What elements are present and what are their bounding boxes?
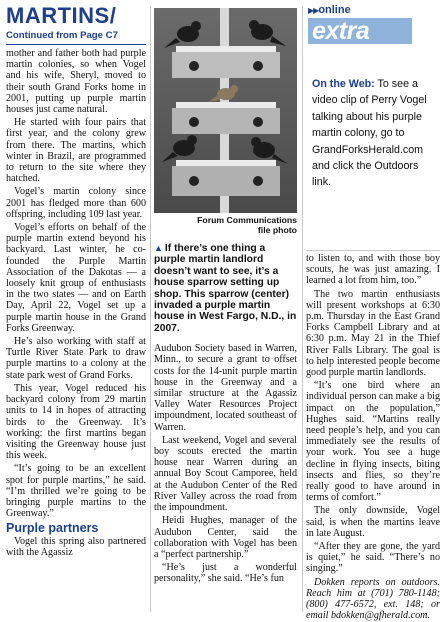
martin-house-photo [154,8,297,213]
paragraph: Last weekend, Vogel and several boy scouts erected the martin house near Warren during an annual Boy Scout Camporee, held at the Audubon Center of the Red River Valley across the road from the impoundment. [154,434,297,514]
paragraph: Vogel’s efforts on behalf of the purple martin extend beyond his backyard. Last winter, he co-founded the Purple Martin Association of the Dakotas — a loosely knit group of enthusiasts in the two states — and on Earth Day, April 22, Vogel set up a purple martin house in the Grand Forks Greenway. [6,222,146,334]
paragraph: “After they are gone, the yard is quiet,” he said. “There’s no singing.” [306,541,440,575]
paragraph: The two martin enthusiasts will present workshops at 6:30 p.m. Thursday in the East Grand Forks Campbell Library and at 6:30 p.m. May 21 in the Thief River Falls Library. The goal is to help interested people become good purple martin landlords. [306,288,440,379]
extra-banner [308,18,412,44]
web-note-text: To see a video clip of Perry Vogel talking about his purple martin colony, go to GrandForksHerald.com and click the Outdoors link. [312,78,427,189]
article-body-middle [154,343,297,584]
photo-cutline [154,243,297,334]
paragraph: “It’s going to be an excellent spot for purple martins,” he said. “I’m thrilled we’re going to be bringing purple martins to the Greenway.” [6,463,146,520]
author-tagline: Dokken reports on outdoors. Reach him at (701) 780-1148; (800) 477-6572, ext. 148; or email bdokken@gfherald.com. [306,576,440,622]
online-label-text: online [318,4,351,16]
photo-credit-line: Forum Communications [197,215,297,225]
column-rule [150,6,151,612]
left-column [6,4,146,560]
triangle-icon: ▲ [154,243,163,253]
paragraph: He started with four pairs that first year, and the colony grew from there. The martins, which winter in Brazil, are programmed to return to the site where they hatched. [6,117,146,185]
paragraph: “He’s just a wonderful personality,” she said. “He’s fun [154,562,297,585]
paragraph: Heidi Hughes, manager of the Audubon Center, said the collaboration with Vogel has been a “perfect partnership.” [154,515,297,560]
paragraph: mother and father both had purple martin colonies, so when Vogel and his wife, Sheryl, moved to their south Grand Forks home in 2001, putting up purple martin houses just came natural. [6,48,146,116]
martin-house-illustration [154,8,297,213]
right-column [306,4,440,622]
column-rule [302,6,303,612]
online-label [308,4,440,17]
paragraph: Vogel’s martin colony since 2001 has fledged more than 600 offspring, including 109 last year. [6,186,146,220]
web-note [312,76,438,191]
double-arrow-icon: ▶▶ [308,6,319,15]
middle-column [154,8,297,587]
paragraph: The only downside, Vogel said, is when the martins leave in late August. [306,505,440,539]
article-body-right [306,250,440,622]
paragraph: “It’s one bird where an individual person can make a big impact on the population,” Hughes said. “Martins really need people’s help, and you can immediately see the results of your work. You see a huge decline in flying insects, biting insects and flies, so they’re really good to have around in terms of comfort.” [306,380,440,504]
divider [306,250,440,251]
article-body-left [6,48,146,558]
paragraph: This year, Vogel reduced his backyard colony from 29 martin units to 14 in hopes of attracting birds to the Greenway. It’s working: the first martins began visiting the Greenway house just this week. [6,382,146,462]
subhead: Purple partners [6,521,99,536]
photo-credit [154,215,297,235]
photo-credit-line: file photo [257,225,297,235]
cutline-text: If there’s one thing a purple martin landlord doesn’t want to see, it’s a house sparrow setting up shop. This sparrow (center) invaded a purple martin house in West Fargo, N.D., in 2007. [154,243,297,334]
continued-from: Continued from Page C7 [6,30,146,45]
paragraph: to listen to, and with those boy scouts, he was just amazing. I learned a lot from him, too.” [306,253,440,287]
paragraph: Vogel this spring also partnered with the Agassiz [6,535,146,558]
paragraph: Audubon Society based in Warren, Minn., to secure a grant to offset costs for the 14-unit purple martin house in the Greenway and a similar structure at the Agassiz Valley Water Resources Project impoundment, located southeast of Warren. [154,343,297,433]
extra-text: extra [312,18,370,44]
headline: MARTINS/ [6,3,117,28]
paragraph: He’s also working with staff at Turtle River State Park to draw purple martins to a colony at the state park west of Grand Forks. [6,336,146,381]
web-note-lead: On the Web: [312,78,375,90]
